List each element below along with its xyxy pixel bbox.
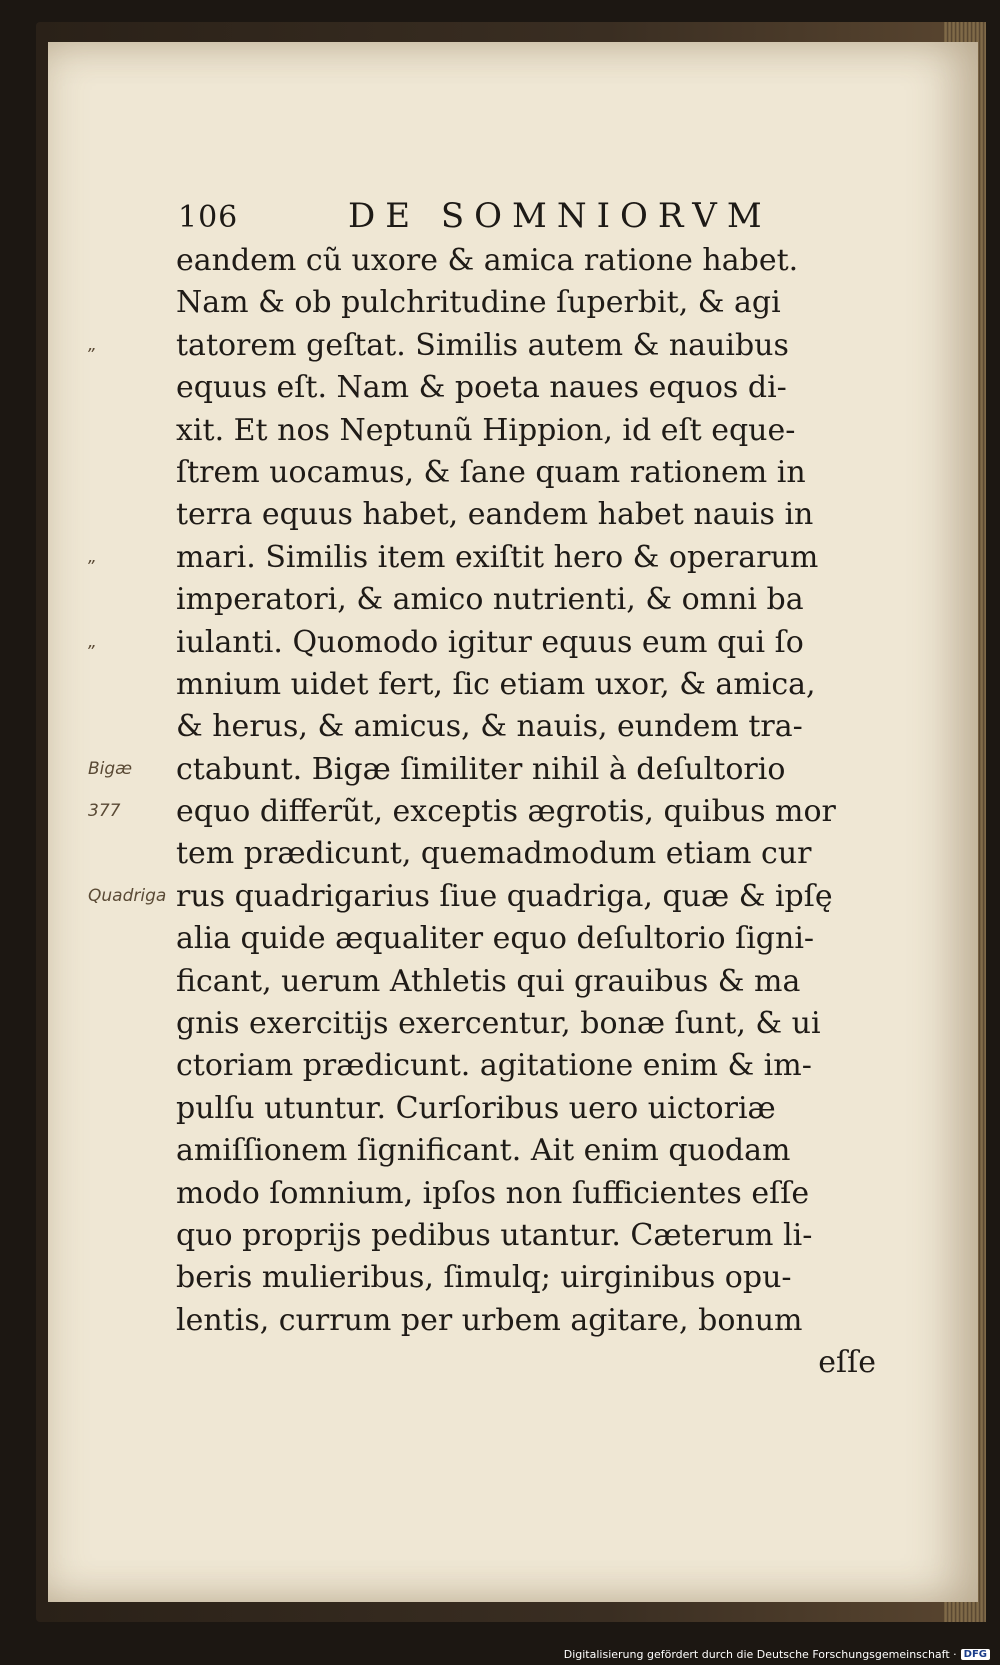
text-line: iulanti. Quomodo igitur equus eum qui ſo (176, 624, 804, 660)
digitization-credit (564, 1648, 990, 1661)
text-line: alia quide æqualiter equo deſultorio ſigni- (176, 921, 815, 957)
text-line: quo proprijs pedibus utantur. Cæterum li- (176, 1217, 813, 1253)
marginal-note: Quadriga (88, 886, 167, 906)
text-line: ſtrem uocamus, & ſane quam rationem in (176, 454, 806, 490)
text-line: Nam & ob pulchritudine ſuperbit, & agi (176, 285, 781, 321)
text-line: amiſſionem ſignificant. Ait enim quodam (176, 1133, 791, 1169)
text-line: ctoriam prædicunt. agitatione enim & im- (176, 1048, 812, 1084)
text-line: rus quadrigarius ſiue quadriga, quæ & ipſę (176, 878, 833, 914)
text-line: tatorem geſtat. Similis autem & nauibus (176, 327, 789, 363)
text-line: imperatori, & amico nutrienti, & omni ba (176, 582, 804, 618)
text-line: modo ſomnium, ipſos non ſufficientes eſſe (176, 1175, 810, 1211)
text-line: lentis, currum per urbem agitare, bonum (176, 1302, 803, 1338)
marginal-note: „ (88, 546, 97, 567)
body-text (176, 240, 876, 1385)
book-page (48, 42, 978, 1602)
text-line: ficant, uerum Athletis qui grauibus & ma (176, 963, 801, 999)
text-line: tem prædicunt, quemadmodum etiam cur (176, 836, 812, 872)
text-line: & herus, & amicus, & nauis, eundem tra- (176, 709, 803, 745)
text-line: mari. Similis item exiſtit hero & operarum (176, 539, 819, 575)
marginal-note: „ (88, 334, 97, 355)
marginal-note: 377 (88, 801, 121, 822)
marginal-note: Bigæ (88, 758, 133, 779)
credit-text: Digitalisierung gefördert durch die Deutsche Forschungsgemeinschaft · (563, 1648, 957, 1661)
text-line: terra equus habet, eandem habet nauis in (176, 497, 814, 533)
text-line: ctabunt. Bigæ ſimiliter nihil à deſultorio (176, 751, 786, 787)
text-line: beris mulieribus, ſimulq; uirginibus opu- (176, 1260, 792, 1296)
text-line: mnium uidet fert, ſic etiam uxor, & amica, (176, 666, 816, 702)
dfg-logo: DFG (961, 1649, 990, 1660)
text-line: equus eſt. Nam & poeta naues equos di- (176, 370, 787, 406)
marginal-note: „ (88, 631, 97, 652)
text-line: eſſe (818, 1345, 876, 1381)
text-line: eandem cũ uxore & amica ratione habet. (176, 243, 799, 278)
text-line: gnis exercitijs exercentur, bonæ ſunt, & ui (176, 1006, 821, 1042)
text-line: xit. Et nos Neptunũ Hippion, id eſt eque- (176, 412, 796, 448)
text-line: equo differũt, exceptis ægrotis, quibus mor (176, 794, 836, 830)
page-number: 106 (178, 200, 239, 235)
running-head: DE SOMNIORVM (348, 196, 772, 236)
text-line: pulſu utuntur. Curſoribus uero uictoriæ (176, 1090, 776, 1126)
